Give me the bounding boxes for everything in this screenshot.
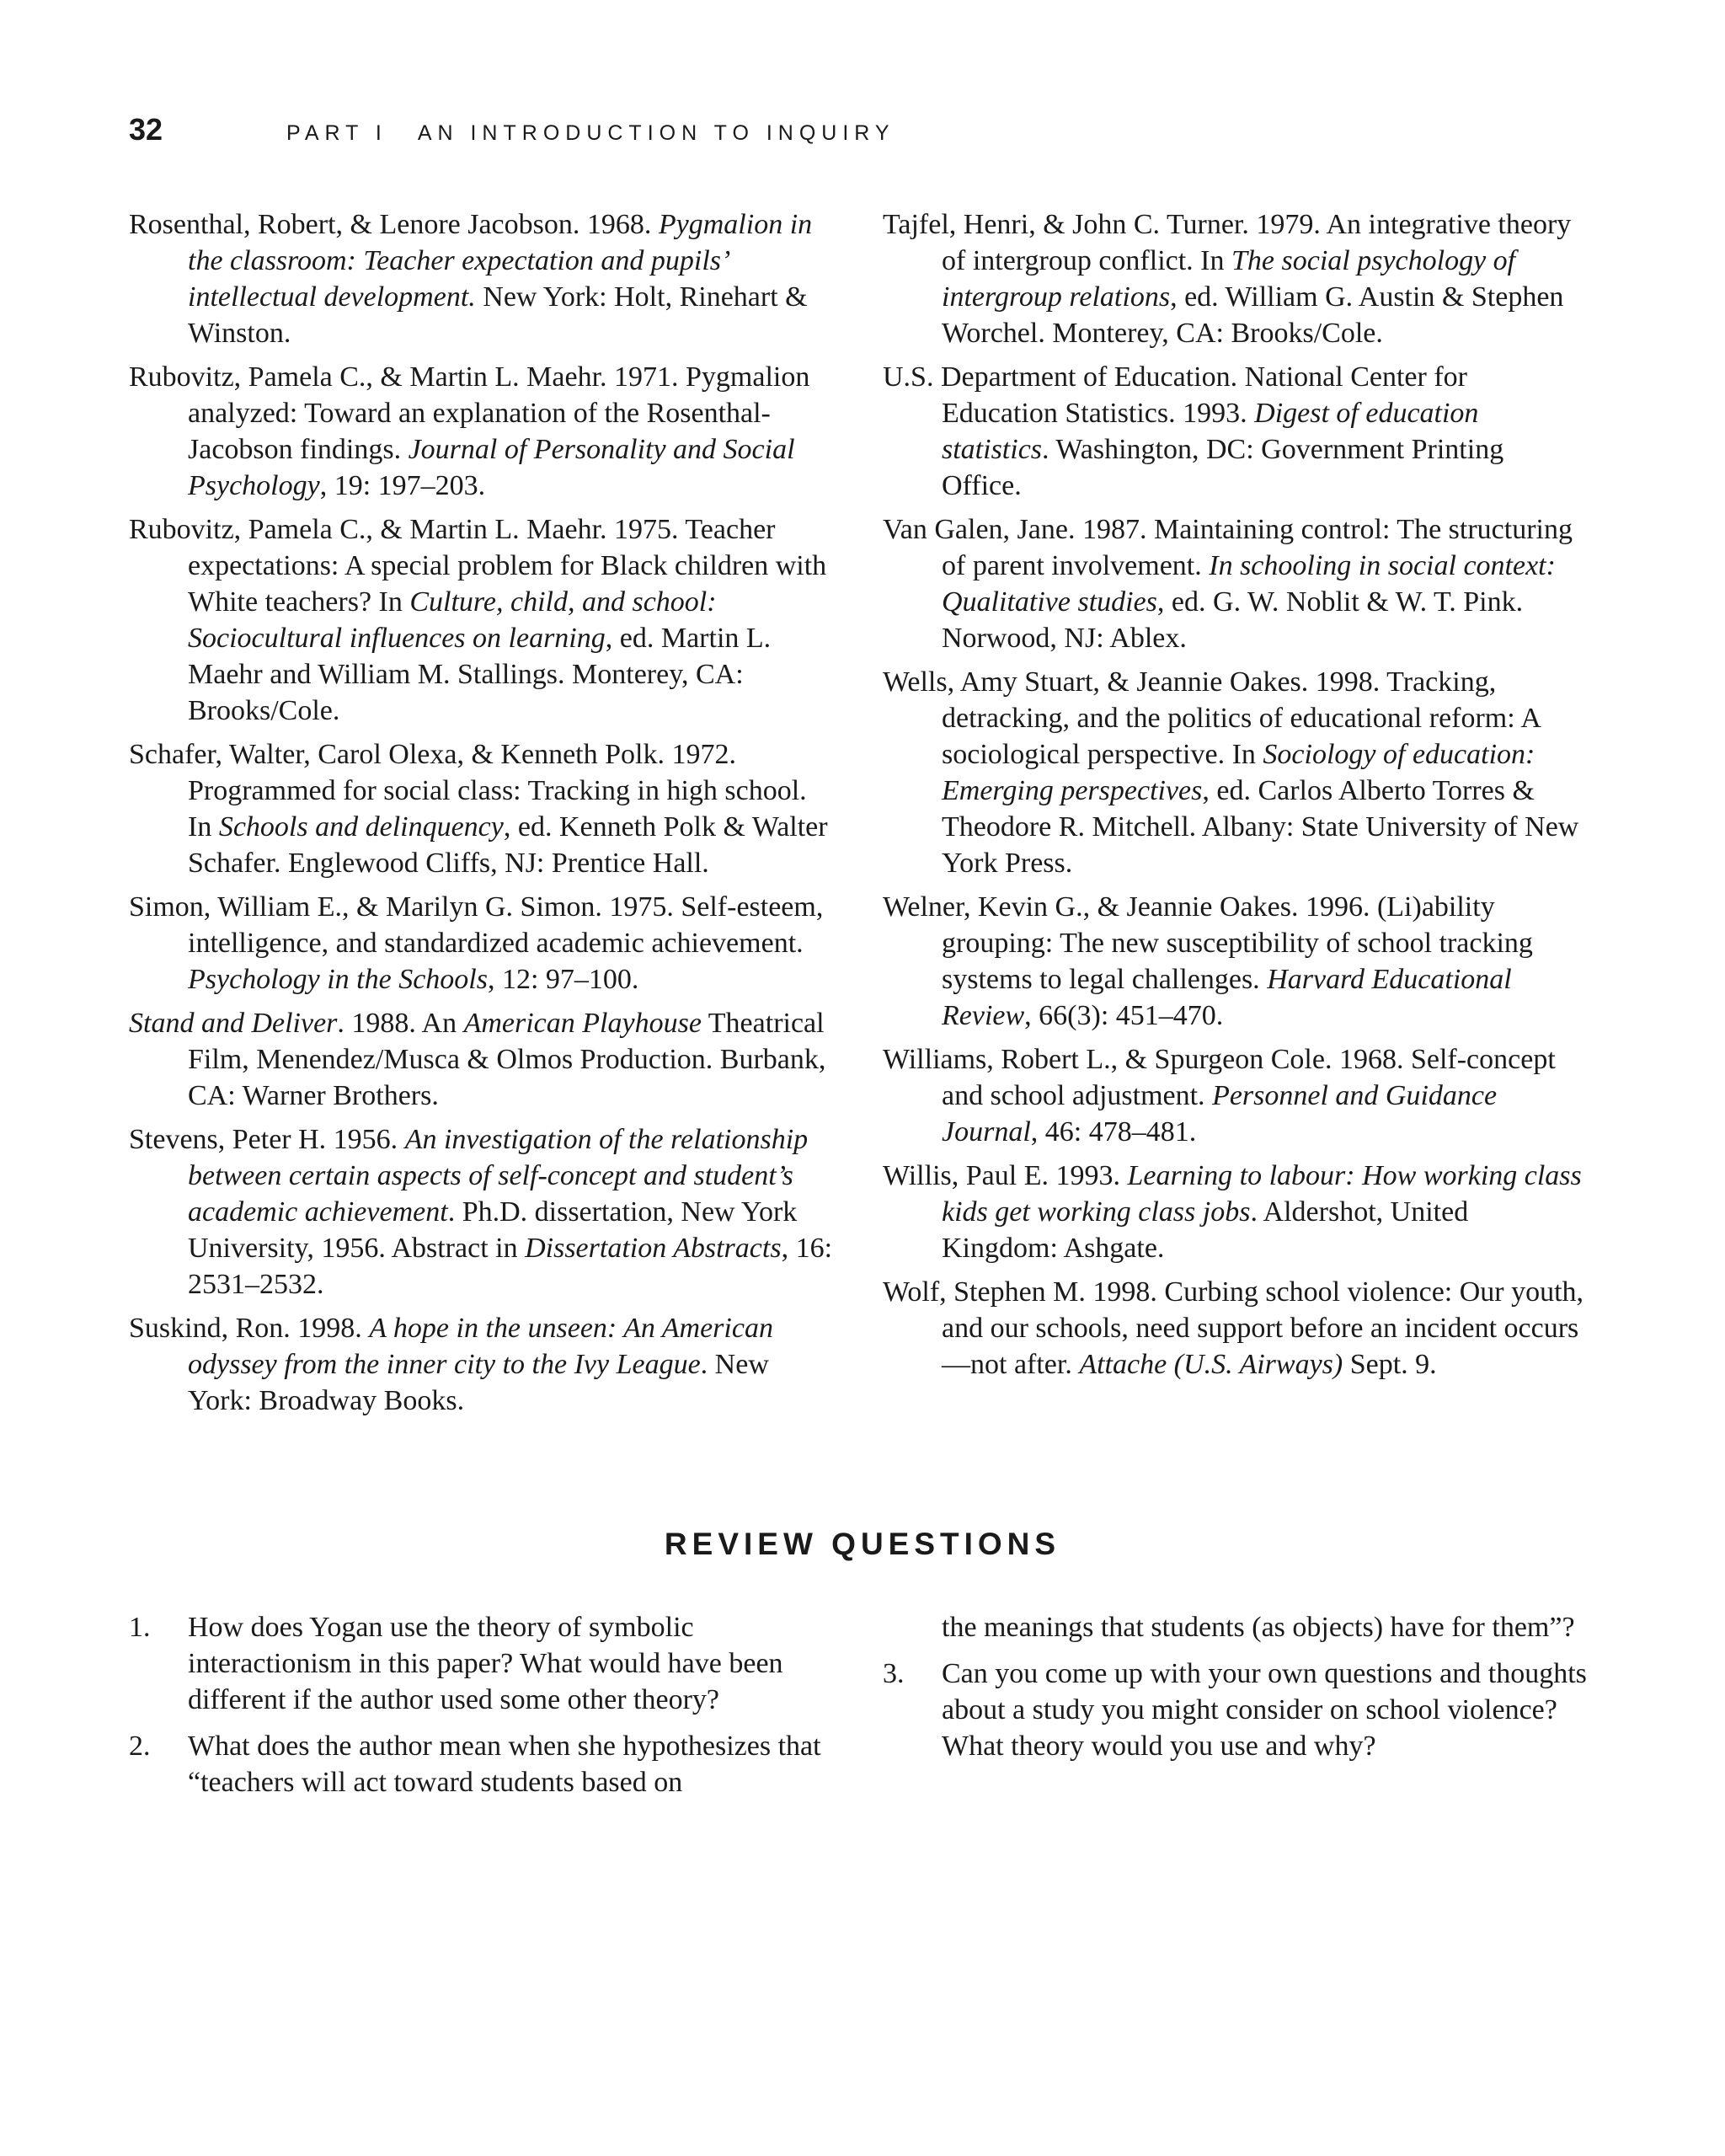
question-number: 3. xyxy=(883,1658,905,1689)
reference-entry xyxy=(129,889,836,998)
reference-text: Tajfel, Henri, & John C. Turner. 1979. An integrative theory of intergroup conflict. In xyxy=(883,209,1572,276)
reference-text: . Washington, DC: Government Printing Office. xyxy=(942,434,1504,501)
reference-text: Wolf, Stephen M. 1998. Curbing school violence: Our youth, and our schools, need support before an incident occurs—not after. xyxy=(883,1276,1584,1380)
reference-entry xyxy=(129,1005,836,1114)
part-title: AN INTRODUCTION TO INQUIRY xyxy=(417,121,895,145)
reference-title: Dissertation Abstracts xyxy=(525,1233,782,1264)
reference-text: , 16: 2531–2532. xyxy=(188,1233,833,1300)
question-text: How does Yogan use the theory of symbolic interactionism in this paper? What would have been different if the author used some other theory? xyxy=(188,1612,783,1715)
reference-title: Pygmalion in the classroom: Teacher expectation and pupils’ intellectual development. xyxy=(188,209,813,313)
reference-text: New York: Holt, Rinehart & Winston. xyxy=(188,281,808,349)
question-number: 1. xyxy=(129,1612,151,1643)
reference-entry xyxy=(883,511,1590,656)
page-header xyxy=(0,0,1725,169)
reference-title: American Playhouse xyxy=(463,1008,702,1039)
review-question-2-continuation: the meanings that students (as objects) have for them”? xyxy=(942,1612,1575,1643)
reference-entry xyxy=(129,359,836,504)
question-number: 2. xyxy=(129,1731,151,1762)
references-right-column xyxy=(883,206,1590,1390)
reference-text: Willis, Paul E. 1993. xyxy=(883,1160,1128,1191)
review-questions-heading: REVIEW QUESTIONS xyxy=(664,1527,1061,1561)
reference-text: . 1988. An xyxy=(337,1008,464,1039)
reference-text: , ed. Carlos Alberto Torres & Theodore R. Mitchell. Albany: State University of New York Press. xyxy=(942,775,1579,879)
reference-text: U.S. Department of Education. National Center for Education Statistics. 1993. xyxy=(883,361,1467,429)
page-number: 32 xyxy=(129,112,163,147)
reference-entry xyxy=(883,359,1590,504)
reference-text: , ed. William G. Austin & Stephen Worchel. Monterey, CA: Brooks/Cole. xyxy=(942,281,1564,349)
reference-title: Digest of education statistics xyxy=(942,398,1479,465)
reference-text: , 66(3): 451–470. xyxy=(1024,1000,1224,1031)
reference-entry xyxy=(129,1310,836,1419)
question-text: What does the author mean when she hypothesizes that “teachers will act toward students based on xyxy=(188,1731,821,1798)
reference-text: , ed. Kenneth Polk & Walter Schafer. Englewood Cliffs, NJ: Prentice Hall. xyxy=(188,811,828,879)
reference-title: Learning to labour: How working class kids get working class jobs xyxy=(942,1160,1582,1228)
reference-title: A hope in the unseen: An American odyssey from the inner city to the Ivy League xyxy=(188,1313,773,1380)
reference-text: Sept. 9. xyxy=(1343,1349,1437,1380)
reference-text: , 19: 197–203. xyxy=(319,470,486,501)
reference-text: Theatrical Film, Menendez/Musca & Olmos Production. Burbank, CA: Warner Brothers. xyxy=(188,1008,826,1111)
reference-entry xyxy=(883,1158,1590,1266)
reference-entry xyxy=(883,1274,1590,1383)
reference-text: Welner, Kevin G., & Jeannie Oakes. 1996. (Li)ability grouping: The new susceptibility of school tracking systems to legal challenges. xyxy=(883,891,1533,995)
reference-title: Harvard Educational Review xyxy=(942,964,1512,1031)
reference-text: , 46: 478–481. xyxy=(1030,1116,1197,1148)
review-question-1 xyxy=(129,1609,836,1718)
reference-title: In schooling in social context: Qualitative studies xyxy=(942,550,1556,618)
reference-title: Stand and Deliver xyxy=(129,1008,338,1039)
reference-entry xyxy=(883,664,1590,881)
review-questions-right-column xyxy=(883,1609,1590,1774)
reference-title: The social psychology of intergroup relations xyxy=(942,245,1516,313)
reference-title: Schools and delinquency xyxy=(218,811,504,843)
reference-title: Journal of Personality and Social Psychology xyxy=(188,434,795,501)
reference-title: Personnel and Guidance Journal xyxy=(942,1080,1498,1148)
reference-text: Suskind, Ron. 1998. xyxy=(129,1313,370,1344)
reference-text: Simon, William E., & Marilyn G. Simon. 1975. Self-esteem, intelligence, and standardized academic achievement. xyxy=(129,891,824,959)
reference-text: Rubovitz, Pamela C., & Martin L. Maehr. 1971. Pygmalion analyzed: Toward an explanation of the Rosenthal-Jacobson findings. xyxy=(129,361,810,465)
reference-text: Wells, Amy Stuart, & Jeannie Oakes. 1998. Tracking, detracking, and the politics of educational reform: A sociological perspective. In xyxy=(883,666,1540,770)
part-label: PART I xyxy=(286,121,387,145)
reference-title: Attache (U.S. Airways) xyxy=(1079,1349,1343,1380)
references-left-column xyxy=(129,206,836,1426)
reference-entry xyxy=(883,206,1590,351)
question-text: Can you come up with your own questions and thoughts about a study you might consider on school violence? What theory would you use and why? xyxy=(942,1658,1587,1762)
reference-text: Schafer, Walter, Carol Olexa, & Kenneth Polk. 1972. Programmed for social class: Tracking in high school. In xyxy=(129,739,807,843)
reference-text: . New York: Broadway Books. xyxy=(188,1349,769,1416)
reference-title: An investigation of the relationship between certain aspects of self-concept and student’s academic achievement xyxy=(188,1124,809,1228)
reference-text: Williams, Robert L., & Spurgeon Cole. 1968. Self-concept and school adjustment. xyxy=(883,1044,1556,1111)
reference-text: Van Galen, Jane. 1987. Maintaining control: The structuring of parent involvement. xyxy=(883,514,1573,581)
reference-entry xyxy=(129,1121,836,1303)
reference-text: , ed. G. W. Noblit & W. T. Pink. Norwood, NJ: Ablex. xyxy=(942,586,1524,654)
reference-entry xyxy=(129,511,836,729)
review-questions-left-column xyxy=(129,1609,836,1811)
reference-text: , 12: 97–100. xyxy=(487,964,639,995)
reference-entry xyxy=(883,1041,1590,1150)
review-question-3 xyxy=(883,1656,1590,1764)
reference-text: . Ph.D. dissertation, New York University, 1956. Abstract in xyxy=(188,1196,798,1264)
reference-text: , ed. Martin L. Maehr and William M. Stallings. Monterey, CA: Brooks/Cole. xyxy=(188,623,772,726)
reference-title: Sociology of education: Emerging perspectives xyxy=(942,739,1535,806)
reference-entry xyxy=(129,206,836,351)
reference-title: Culture, child, and school: Sociocultural influences on learning xyxy=(188,586,717,654)
reference-text: Rubovitz, Pamela C., & Martin L. Maehr. 1975. Teacher expectations: A special problem for Black children with White teachers? In xyxy=(129,514,827,618)
reference-text: Rosenthal, Robert, & Lenore Jacobson. 1968. xyxy=(129,209,659,240)
review-question-2 xyxy=(129,1728,836,1800)
reference-entry xyxy=(129,736,836,881)
running-head xyxy=(286,120,895,147)
reference-text: Stevens, Peter H. 1956. xyxy=(129,1124,405,1155)
reference-text: . Aldershot, United Kingdom: Ashgate. xyxy=(942,1196,1469,1264)
reference-title: Psychology in the Schools xyxy=(188,964,488,995)
reference-entry xyxy=(883,889,1590,1034)
